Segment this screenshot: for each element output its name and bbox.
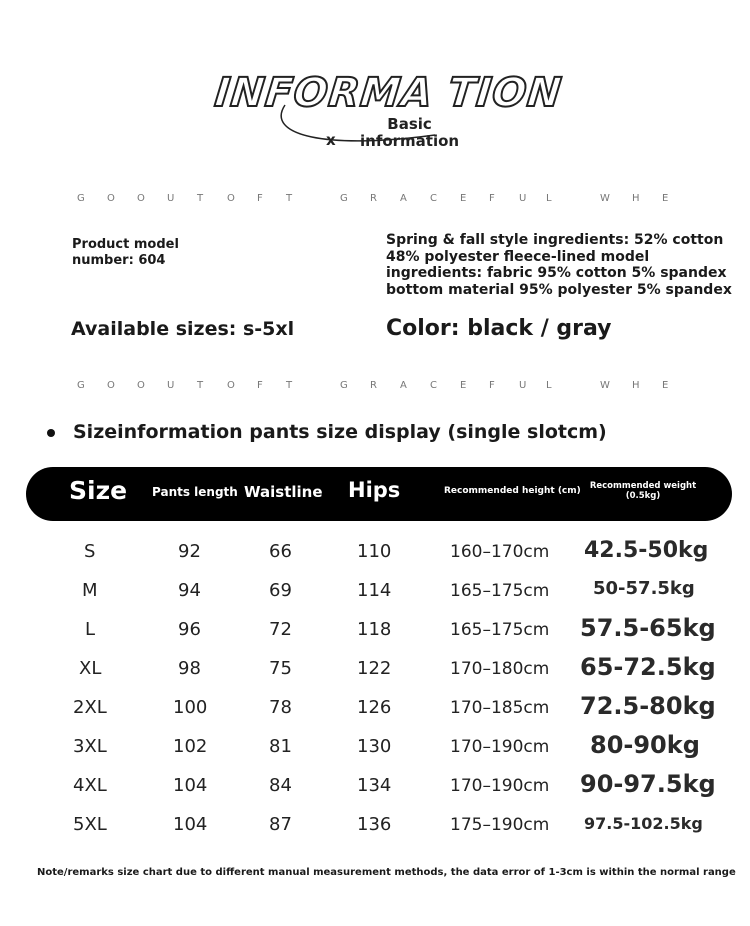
divider-letter: T xyxy=(286,193,293,204)
header-size: Size xyxy=(69,476,128,505)
divider-letter: F xyxy=(489,193,495,204)
cell-weight: 65-72.5kg xyxy=(580,653,716,681)
divider-letter: U xyxy=(167,193,175,204)
cell-weight: 50-57.5kg xyxy=(593,578,695,599)
material-spec-line4: bottom material 95% polyester 5% spandex xyxy=(386,281,732,298)
cell-height: 165–175cm xyxy=(450,581,550,601)
material-spec-line1: Spring & fall style ingredients: 52% cotton xyxy=(386,232,724,248)
cell-height: 170–190cm xyxy=(450,776,550,796)
divider-letter: R xyxy=(370,380,377,391)
divider-letter: A xyxy=(400,380,407,391)
cell-waist: 87 xyxy=(269,814,292,835)
cell-height: 175–190cm xyxy=(450,815,550,835)
divider-letter: T xyxy=(197,380,204,391)
divider-letter: U xyxy=(167,380,175,391)
logo-subtitle-line1: Basic xyxy=(387,115,432,133)
header-pants-length: Pants length xyxy=(152,485,238,499)
logo-subtitle xyxy=(360,116,459,150)
cell-hips: 118 xyxy=(357,619,392,640)
divider-letter: C xyxy=(430,193,437,204)
divider-letter: G xyxy=(77,193,85,204)
divider-letter: O xyxy=(137,380,145,391)
cell-hips: 130 xyxy=(357,736,392,757)
divider-letter: U xyxy=(519,193,527,204)
cell-waist: 78 xyxy=(269,697,292,718)
divider-letter: E xyxy=(662,380,669,391)
product-model-line2: number: 604 xyxy=(72,253,166,268)
divider-letter: A xyxy=(400,193,407,204)
cell-hips: 114 xyxy=(357,580,392,601)
cell-length: 98 xyxy=(178,658,201,679)
divider-letter: H xyxy=(632,380,640,391)
cell-weight: 80-90kg xyxy=(590,731,700,759)
product-model-line1: Product model xyxy=(72,237,179,252)
cell-size: 3XL xyxy=(73,736,107,757)
cell-waist: 75 xyxy=(269,658,292,679)
section-title: Sizeinformation pants size display (single slotcm) xyxy=(73,421,607,443)
footnote: Note/remarks size chart due to different manual measurement methods, the data error of 1-3cm is within the normal range xyxy=(37,867,736,878)
cell-height: 170–190cm xyxy=(450,737,550,757)
divider-letter: E xyxy=(460,193,467,204)
cell-waist: 69 xyxy=(269,580,292,601)
cell-hips: 136 xyxy=(357,814,392,835)
header-hips: Hips xyxy=(348,478,401,502)
cell-length: 94 xyxy=(178,580,201,601)
header-waistline: Waistline xyxy=(244,483,323,501)
divider-letter: W xyxy=(600,380,610,391)
divider-letter: O xyxy=(137,193,145,204)
available-sizes: Available sizes: s-5xl xyxy=(71,318,295,340)
cell-height: 170–185cm xyxy=(450,698,550,718)
divider-letter: T xyxy=(286,380,293,391)
cell-weight: 57.5-65kg xyxy=(580,614,716,642)
header-weight-line2: (0.5kg) xyxy=(625,491,661,501)
cell-size: 4XL xyxy=(73,775,107,796)
divider-letter: H xyxy=(632,193,640,204)
cell-size: L xyxy=(85,619,96,640)
logo-subtitle-line2: information xyxy=(360,132,460,150)
cell-size: XL xyxy=(79,658,102,679)
cell-size: S xyxy=(84,541,96,562)
divider-letter: C xyxy=(430,380,437,391)
divider-letter: G xyxy=(77,380,85,391)
divider-letter: T xyxy=(197,193,204,204)
cell-size: 5XL xyxy=(73,814,107,835)
divider-letter: G xyxy=(340,380,348,391)
cell-length: 92 xyxy=(178,541,201,562)
bullet-icon xyxy=(47,429,55,437)
cell-waist: 84 xyxy=(269,775,292,796)
cell-size: 2XL xyxy=(73,697,107,718)
divider-letter: F xyxy=(489,380,495,391)
material-spec-line2: 48% polyester fleece-lined model xyxy=(386,248,650,265)
divider-letter: O xyxy=(227,380,235,391)
divider-letter: L xyxy=(546,193,552,204)
cell-length: 104 xyxy=(173,775,208,796)
header-weight-line1: Recommended weight xyxy=(589,481,697,491)
header-recommended-height: Recommended height (cm) xyxy=(444,486,581,496)
divider-letter: F xyxy=(257,193,263,204)
table-header xyxy=(26,467,732,521)
divider-letter: O xyxy=(227,193,235,204)
cell-length: 104 xyxy=(173,814,208,835)
divider-letter: G xyxy=(340,193,348,204)
material-spec-line3: ingredients: fabric 95% cotton 5% spandex xyxy=(386,265,727,281)
divider-letter: W xyxy=(600,193,610,204)
cell-length: 96 xyxy=(178,619,201,640)
cell-waist: 66 xyxy=(269,541,292,562)
cell-waist: 72 xyxy=(269,619,292,640)
divider-letter: F xyxy=(257,380,263,391)
cell-height: 170–180cm xyxy=(450,659,550,679)
divider-letter: E xyxy=(662,193,669,204)
cell-length: 102 xyxy=(173,736,208,757)
divider-text-top xyxy=(0,193,750,207)
cell-length: 100 xyxy=(173,697,208,718)
cell-height: 165–175cm xyxy=(450,620,550,640)
material-spec xyxy=(386,232,732,298)
cell-hips: 134 xyxy=(357,775,392,796)
logo-x-mark: x xyxy=(326,131,336,149)
divider-letter: U xyxy=(519,380,527,391)
divider-letter: R xyxy=(370,193,377,204)
cell-hips: 126 xyxy=(357,697,392,718)
color-options: Color: black / gray xyxy=(386,316,612,341)
divider-letter: E xyxy=(460,380,467,391)
logo-title: INFORMA TION xyxy=(212,70,565,116)
cell-weight: 72.5-80kg xyxy=(580,692,716,720)
divider-letter: O xyxy=(107,380,115,391)
cell-hips: 110 xyxy=(357,541,392,562)
cell-weight: 90-97.5kg xyxy=(580,770,716,798)
cell-hips: 122 xyxy=(357,658,392,679)
divider-letter: L xyxy=(546,380,552,391)
divider-letter: O xyxy=(107,193,115,204)
product-model xyxy=(72,237,179,269)
cell-weight: 97.5-102.5kg xyxy=(584,814,703,833)
cell-weight: 42.5-50kg xyxy=(584,538,709,563)
divider-text-bottom xyxy=(0,380,750,394)
cell-height: 160–170cm xyxy=(450,542,550,562)
cell-waist: 81 xyxy=(269,736,292,757)
cell-size: M xyxy=(82,580,98,601)
header-recommended-weight xyxy=(588,481,698,501)
